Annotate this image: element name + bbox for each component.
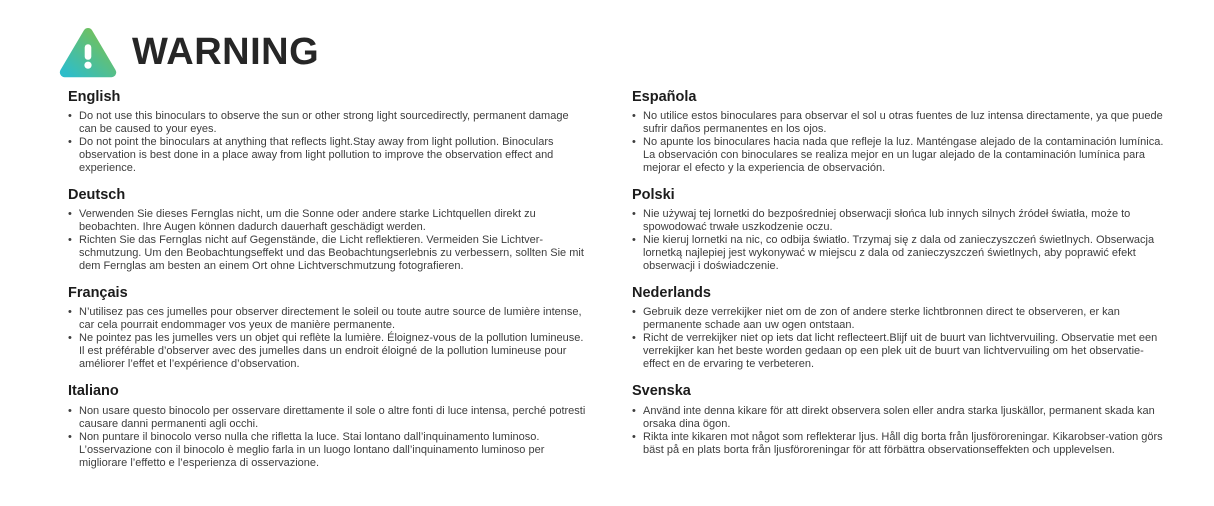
language-section-francais — [68, 284, 588, 371]
bullet-list — [632, 110, 1164, 175]
section-heading: Deutsch — [68, 187, 126, 204]
bullet-item: • Verwenden Sie dieses Fernglas nicht, um die Sonne oder andere starke Lichtquellen direkt zu beobachten. Ihre Augen können dadurch dauerhaft geschädigt werden. — [68, 208, 588, 234]
page-title: WARNING — [132, 31, 320, 73]
bullet-list — [632, 306, 1164, 371]
language-section-nederlands — [632, 284, 1164, 371]
bullet-list — [68, 306, 588, 371]
bullet-list — [632, 405, 1164, 457]
bullet-item: • Richten Sie das Fernglas nicht auf Gegenstände, die Licht reflektieren. Vermeiden Sie Lichtver-schmutzung. Um den Beobachtungseffekt und das Beobachtungserlebnis zu verbessern, sollten Sie mit dem Fernglas am besten an einem Ort ohne Lichtverschmutzung fotografieren. — [68, 234, 588, 273]
bullet-item: • No utilice estos binoculares para observar el sol u otras fuentes de luz intensa directamente, ya que puede sufrir daños permanentes en los ojos. — [632, 110, 1164, 136]
bullet-item: • Gebruik deze verrekijker niet om de zon of andere sterke lichtbronnen direct te observeren, er kan permanente schade aan uw ogen ontstaan. — [632, 306, 1164, 332]
bullet-item: • Rikta inte kikaren mot något som reflekterar ljus. Håll dig borta från ljusföroreningar. Kikarobser-vation görs bäst på en plats borta från ljusföroreningar för att förbättra observationseffekten och upplevelsen. — [632, 431, 1164, 457]
section-heading: Nederlands — [632, 285, 711, 302]
bullet-item: • Ne pointez pas les jumelles vers un objet qui reflète la lumière. Éloignez-vous de la pollution lumineuse. Il est préférable d’observer avec des jumelles dans un endroit éloigné de la pollution lumineuse pour améliorer l’effet et l’expérience d’observation. — [68, 332, 588, 371]
bullet-list — [632, 208, 1164, 273]
section-heading: Svenska — [632, 383, 691, 400]
warning-triangle-icon — [58, 24, 118, 80]
bullet-item: • Nie używaj tej lornetki do bezpośredniej obserwacji słońca lub innych silnych źródeł światła, może to spowodować trwałe uszkodzenie oczu. — [632, 208, 1164, 234]
language-columns — [56, 88, 1162, 481]
bullet-list — [68, 405, 588, 470]
bullet-item: • Do not use this binoculars to observe the sun or other strong light sourcedirectly, permanent damage can be caused to your eyes. — [68, 110, 588, 136]
section-heading: Española — [632, 89, 697, 105]
bullet-list — [68, 208, 588, 273]
language-section-deutsch — [68, 186, 588, 273]
left-column — [68, 88, 588, 481]
language-section-espanola — [632, 88, 1164, 175]
language-section-polski — [632, 186, 1164, 273]
bullet-item: • Non puntare il binocolo verso nulla che rifletta la luce. Stai lontano dall’inquinamento luminoso. L’osservazione con il binocolo è meglio farla in un luogo lontano dall’inquinamento luminoso per migliorare l’effetto e l’esperienza di osservazione. — [68, 431, 588, 470]
section-heading: Français — [68, 285, 128, 302]
section-heading: Polski — [632, 187, 675, 204]
language-section-italiano — [68, 382, 588, 469]
language-section-english — [68, 88, 588, 175]
bullet-item: • Nie kieruj lornetki na nic, co odbija światło. Trzymaj się z dala od zanieczyszczeń świetlnych. Obserwacja lornetką najlepiej jest wykonywać w miejscu z dala od zanieczyszczeń świetlnych, aby poprawić efekt obserwacji i doświadczenie. — [632, 234, 1164, 273]
bullet-item: • Non usare questo binocolo per osservare direttamente il sole o altre fonti di luce intensa, perché potresti causare danni permanenti agli occhi. — [68, 405, 588, 431]
section-heading: Italiano — [68, 383, 119, 400]
bullet-list — [68, 110, 588, 175]
bullet-item: • N’utilisez pas ces jumelles pour observer directement le soleil ou toute autre source de lumière intense, car cela pourrait endommager vos yeux de manière permanente. — [68, 306, 588, 332]
bullet-item: • Do not point the binoculars at anything that reflects light.Stay away from light pollution. Binoculars observation is best done in a place away from light pollution to improve the observation effect and experience. — [68, 136, 588, 175]
bullet-item: • Richt de verrekijker niet op iets dat licht reflecteert.Blijf uit de buurt van lichtvervuiling. Observatie met een verrekijker kan het beste worden gedaan op een plek uit de buurt van lichtvervuiling om het observatie-effect en de ervaring te verbeteren. — [632, 332, 1164, 371]
right-column — [632, 88, 1164, 481]
language-section-svenska — [632, 382, 1164, 456]
bullet-item: • Använd inte denna kikare för att direkt observera solen eller andra starka ljuskällor, permanent skada kan orsaka dina ögon. — [632, 405, 1164, 431]
section-heading: English — [68, 89, 121, 105]
bullet-item: • No apunte los binoculares hacia nada que refleje la luz. Manténgase alejado de la contaminación lumínica. La observación con binoculares se realiza mejor en un lugar alejado de la contaminación lumínica para mejorar el efecto y la experiencia de observación. — [632, 136, 1164, 175]
page-header — [58, 24, 1162, 80]
